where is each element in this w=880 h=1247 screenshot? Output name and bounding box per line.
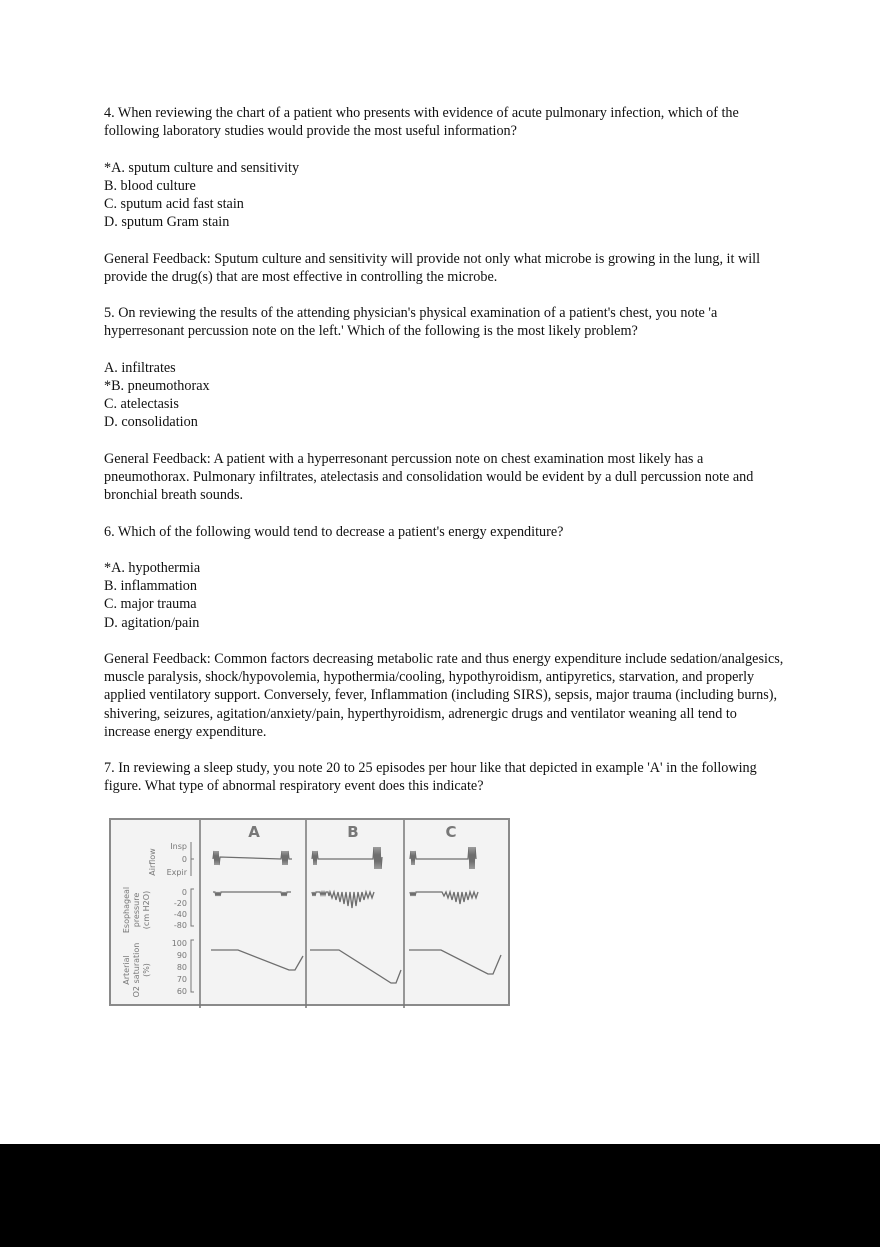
row-label-esophageal-3: (cm H2O) bbox=[142, 890, 151, 930]
question-5-feedback: General Feedback: A patient with a hyperresonant percussion note on chest examination most likely has a pneumothorax. Pulmonary infiltrates, atelectasis and consolidation would be evident by a dull percussion note and bronchial breath sounds. bbox=[104, 450, 754, 504]
pressure-tick-40: -40 bbox=[173, 910, 187, 919]
question-6-option-a: *A. hypothermia bbox=[104, 559, 201, 576]
question-5-stem: 5. On reviewing the results of the attending physician's physical examination of a patient's chest, you note 'a hyperresonant percussion note on the left.' Which of the following is the most likely problem? bbox=[104, 305, 718, 340]
question-5-option-b: *B. pneumothorax bbox=[104, 377, 210, 394]
question-5-option-d: D. consolidation bbox=[104, 414, 198, 431]
question-4-options bbox=[104, 159, 784, 232]
panel-label-c: C bbox=[445, 823, 457, 841]
airflow-tick-insp: Insp bbox=[170, 842, 187, 851]
question-4-option-b: B. blood culture bbox=[104, 177, 196, 194]
question-5-options bbox=[104, 359, 784, 432]
question-6-feedback: General Feedback: Common factors decreasing metabolic rate and thus energy expenditure include sedation/analgesics, muscle paralysis, shock/hypovolemia, hypothermia/cooling, hypothyroidism, antipyretics, starvation, and properly applied ventilatory support. Conversely, fever, Inflammation (including SIRS), sepsis, major trauma (including burns), shivering, seizures, agitation/anxiety/pain, hyperthyroidism, adrenergic drugs and ventilator weaning all tend to increase energy expenditure. bbox=[104, 650, 784, 740]
row-label-esophageal-1: Esophageal bbox=[122, 886, 131, 934]
question-6-options bbox=[104, 559, 784, 632]
panel-label-a: A bbox=[248, 823, 260, 841]
panel-label-b: B bbox=[347, 823, 359, 841]
sat-tick-70: 70 bbox=[176, 975, 187, 984]
sleep-study-traces bbox=[111, 820, 512, 1008]
document-page bbox=[104, 104, 784, 814]
sat-tick-60: 60 bbox=[176, 987, 187, 996]
question-5-option-a: A. infiltrates bbox=[104, 359, 176, 376]
sat-tick-80: 80 bbox=[176, 963, 187, 972]
bottom-black-bar bbox=[0, 1144, 880, 1247]
question-4-option-d: D. sputum Gram stain bbox=[104, 214, 230, 231]
question-6-stem: 6. Which of the following would tend to decrease a patient's energy expenditure? bbox=[104, 523, 564, 540]
question-6-option-b: B. inflammation bbox=[104, 578, 197, 595]
row-label-saturation-3: (%) bbox=[142, 963, 151, 977]
trace-lines bbox=[211, 847, 501, 983]
question-7-stem: 7. In reviewing a sleep study, you note 20 to 25 episodes per hour like that depicted in example 'A' in the following figure. What type of abnormal respiratory event does this indicate? bbox=[104, 760, 757, 795]
row-label-saturation-1: Arterial bbox=[122, 955, 131, 985]
airflow-tick-zero: 0 bbox=[181, 855, 187, 864]
sat-tick-100: 100 bbox=[171, 939, 187, 948]
question-6-option-d: D. agitation/pain bbox=[104, 614, 200, 631]
pressure-tick-20: -20 bbox=[173, 899, 187, 908]
question-4-stem: 4. When reviewing the chart of a patient who presents with evidence of acute pulmonary infection, which of the following laboratory studies would provide the most useful information? bbox=[104, 105, 739, 140]
row-label-saturation-2: O2 saturation bbox=[132, 942, 141, 998]
row-label-esophageal-2: pressure bbox=[132, 892, 141, 928]
question-4-option-a: *A. sputum culture and sensitivity bbox=[104, 159, 300, 176]
question-6-option-c: C. major trauma bbox=[104, 596, 197, 613]
airflow-tick-expir: Expir bbox=[166, 868, 187, 877]
sleep-study-figure bbox=[109, 818, 510, 1006]
question-4-feedback: General Feedback: Sputum culture and sensitivity will provide not only what microbe is growing in the lung, it will provide the drug(s) that are most effective in controlling the microbe. bbox=[104, 250, 761, 285]
sat-tick-90: 90 bbox=[176, 951, 187, 960]
row-label-airflow: Airflow bbox=[148, 848, 157, 876]
pressure-tick-80: -80 bbox=[173, 921, 187, 930]
question-5-option-c: C. atelectasis bbox=[104, 396, 179, 413]
question-4-option-c: C. sputum acid fast stain bbox=[104, 196, 244, 212]
pressure-tick-0: 0 bbox=[181, 888, 187, 897]
